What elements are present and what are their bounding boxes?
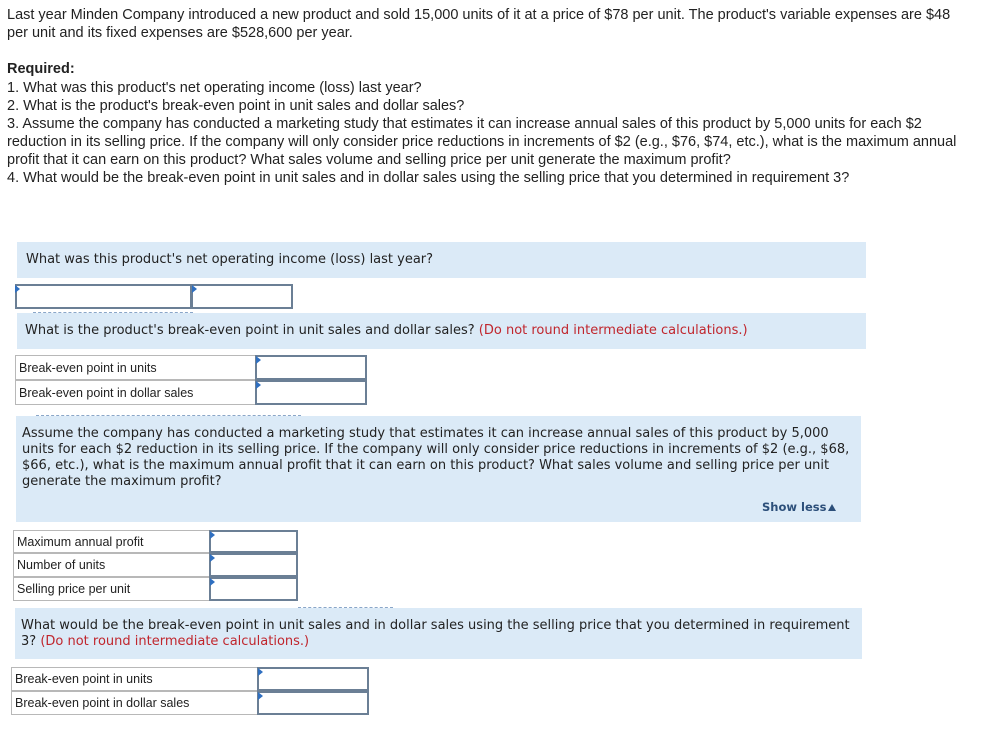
q4-row-units-label: [11, 667, 258, 691]
problem-intro: Last year Minden Company introduced a new product and sold 15,000 units of it at a price of $78 per unit. The product's variable expenses are $48 per unit and its fixed expenses are $528,600 per year.: [7, 7, 951, 41]
show-less-label: Show less: [762, 500, 827, 514]
q2-units-input[interactable]: [255, 355, 367, 380]
q3-row-units-label: [13, 553, 210, 577]
question-1-text: What was this product's net operating income (loss) last year?: [26, 252, 434, 267]
requirement-1: 1. What was this product's net operating income (loss) last year?: [7, 80, 422, 96]
q3-row-label: Maximum annual profit: [17, 534, 144, 549]
q2-row-dollars-label: [15, 380, 256, 405]
question-3-panel: [16, 416, 861, 522]
question-4-panel: [15, 608, 862, 659]
requirement-2: 2. What is the product's break-even point in unit sales and dollar sales?: [7, 98, 465, 114]
q4-dollars-input[interactable]: [257, 691, 369, 715]
requirements-list: [7, 79, 967, 187]
q2-dollars-input[interactable]: [255, 380, 367, 405]
q2-row-label: Break-even point in dollar sales: [19, 385, 194, 400]
q4-row-dollars-label: [11, 691, 258, 715]
question-2-text: What is the product's break-even point in unit sales and dollar sales?: [25, 323, 475, 338]
q3-row-label: Selling price per unit: [17, 582, 131, 596]
q4-units-input[interactable]: [257, 667, 369, 691]
q2-row-label: Break-even point in units: [19, 360, 157, 375]
requirement-3: 3. Assume the company has conducted a marketing study that estimates it can increase annual sales of this product by 5,000 units for each $2 reduction in its selling price. If the company will only consider price reductions in increments of $2 (e.g., $76, $74, etc.), what is the maximum annual profit that it can earn on this product? What sales volume and selling price per unit generate the maximum profit?: [7, 116, 957, 168]
question-1-panel: [17, 242, 866, 278]
q3-row-price-label: [13, 577, 210, 601]
requirement-4: 4. What would be the break-even point in unit sales and in dollar sales using the selling price that you determined in requirement 3?: [7, 170, 850, 186]
q1-input-left[interactable]: [15, 284, 192, 309]
q4-row-label: Break-even point in units: [15, 672, 153, 686]
q2-row-units-label: [15, 355, 256, 380]
caret-up-icon: [828, 504, 836, 511]
question-3-text: Assume the company has conducted a marketing study that estimates it can increase annual sales of this product by 5,000 units for each $2 reduction in its selling price. If the company will only consider price reductions in increments of $2 (e.g., $68, $66, etc.), what is the maximum annual profit that it can earn on this product? What sales volume and selling price per unit generate the maximum profit?: [22, 426, 850, 489]
q1-input-marker-icon: [192, 285, 197, 293]
q3-row-label: Number of units: [17, 558, 106, 572]
q1-input-right[interactable]: [191, 284, 293, 309]
required-heading: Required:: [7, 61, 75, 77]
question-4-note: (Do not round intermediate calculations.): [40, 634, 310, 649]
show-less-link[interactable]: [762, 500, 836, 514]
question-2-note: (Do not round intermediate calculations.): [478, 323, 748, 338]
q1-input-marker-icon: [15, 285, 20, 293]
q3-row-profit-label: [13, 530, 210, 553]
q3-price-input[interactable]: [209, 577, 298, 601]
question-2-panel: [17, 313, 866, 349]
q3-profit-input[interactable]: [209, 530, 298, 553]
q3-units-input[interactable]: [209, 553, 298, 577]
q4-row-label: Break-even point in dollar sales: [15, 696, 190, 710]
question-4-text: What would be the break-even point in unit sales and in dollar sales using the selling price that you determined in requirement 3?: [21, 618, 850, 649]
